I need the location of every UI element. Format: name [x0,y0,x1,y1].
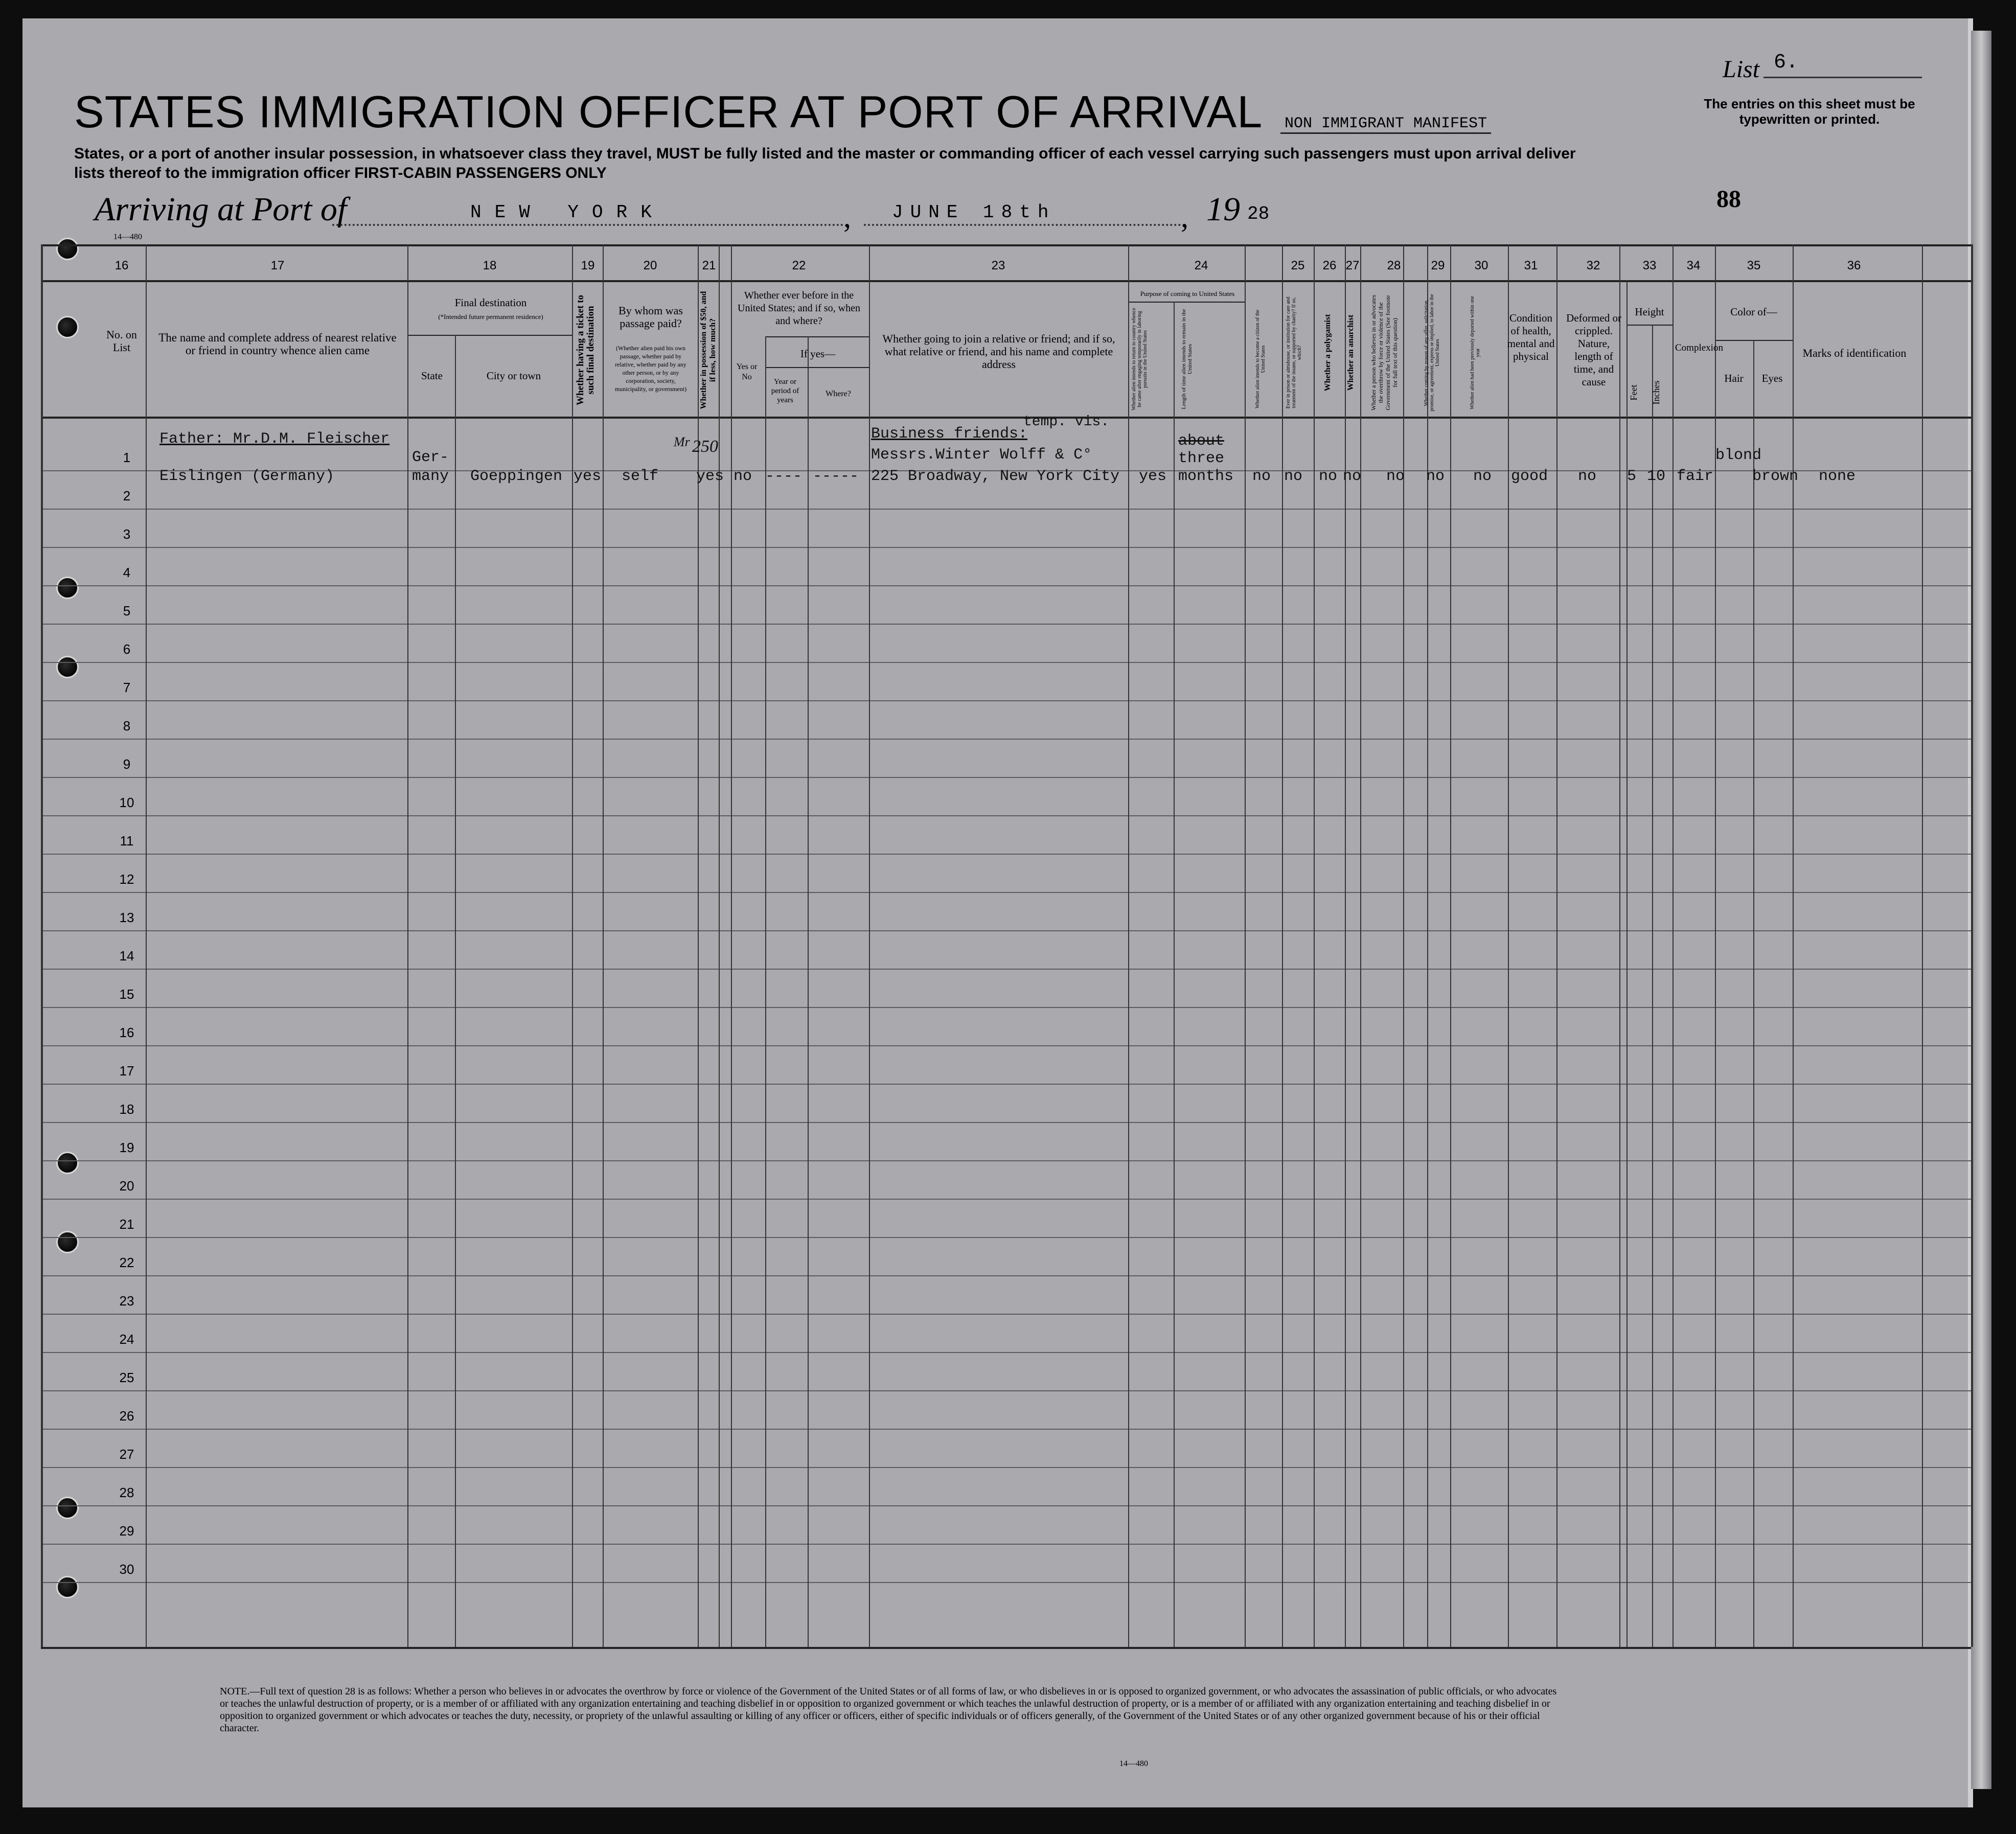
row-number: 28 [119,1485,134,1500]
row-rule [41,1314,1971,1315]
header-before-us: Whether ever before in the United States; and if so, when and where? [738,290,860,327]
header-overthrow: Whether a person who believes in or advocates the overthrow by force or violence of the Government of the United States (See footnote for full text of this question) [1370,294,1399,411]
column-rule [407,244,408,1647]
before-us-value: no [734,468,752,485]
col-number: 35 [1747,259,1761,272]
col-number: 28 [1387,259,1401,272]
column-rule [1282,244,1283,1647]
row-number: 20 [119,1178,134,1194]
header-citizen-intent: Whether alien intends to become a citizen of the United States [1255,309,1266,409]
header-city: City or town [486,370,541,382]
year-suffix: 28 [1247,203,1270,224]
row-number: 7 [123,680,131,695]
row-number: 13 [119,910,134,925]
row-number: 29 [119,1523,134,1539]
where-value: ----- [813,468,859,485]
subheader-rule [1626,325,1673,326]
header-complexion: Complexion [1675,342,1723,353]
row-rule [41,624,1971,625]
column-rule [1652,325,1653,1647]
col-number: 24 [1194,259,1208,272]
column-rule [455,335,456,1647]
comma: , [1181,200,1188,234]
column-rule [1174,302,1175,1647]
row-number: 16 [119,1025,134,1040]
header-money: Whether in possession of $50, and if less, how much? [699,291,717,409]
row-number: 23 [119,1293,134,1309]
column-rule [1360,244,1361,1647]
row-rule [41,1429,1971,1430]
row-rule [41,739,1971,740]
header-return-intent: Whether alien intends to return to country whence he came after engaging temporarily in laboring pursuits in the United States [1131,308,1148,410]
header-anarchist: Whether an anarchist [1346,314,1355,391]
subheader-rule [1129,302,1245,303]
row-rule [41,1352,1971,1353]
relative-town: Eislingen (Germany) [159,468,335,485]
row-rule [41,1275,1971,1276]
overthrow-value: no [1386,468,1405,485]
join-address: 225 Broadway, New York City [871,468,1120,485]
header-top-rule [41,244,1971,246]
port-value: NEW YORK [470,202,665,223]
column-rule [765,336,766,1647]
join-note: temp. vis. [1023,414,1110,430]
header-prison: Ever in prison or almshouse, or institution for care and treatment of the insane, or supported by charity? If so, which? [1286,296,1302,409]
header-height: Height [1635,306,1664,318]
col-number: 31 [1524,259,1538,272]
column-rule [1626,280,1628,1647]
column-rule [1673,244,1674,1647]
destination-state-1: Ger- [412,449,449,466]
col-number: 21 [702,259,716,272]
header-identification-marks: Marks of identification [1802,347,1907,359]
header-deformed: Deformed or crippled. Nature, length of time, and cause [1566,312,1621,388]
row-rule [41,1007,1971,1008]
join-name: Messrs.Winter Wolff & C° [871,446,1092,464]
money-prefix-handwritten: Mr [674,434,690,449]
column-rule [1793,244,1794,1647]
year-prefix: 19 [1206,191,1240,228]
row-number: 12 [119,872,134,887]
comma: , [843,200,851,234]
col-number: 26 [1322,259,1337,272]
col-number: 25 [1291,259,1305,272]
destination-state-2: many [412,468,449,485]
header-no-on-list: No. on List [106,328,137,354]
row-rule [41,777,1971,778]
col-number: 33 [1642,259,1657,272]
row-rule [41,1199,1971,1200]
join-relation: Business friends: [871,425,1028,443]
list-number: 6. [1774,51,1799,74]
column-rule [719,244,720,1647]
form-number-footer: 14—480 [1119,1759,1148,1768]
date-value: JUNE 18th [892,202,1056,223]
header-yes-no: Yes or No [736,362,758,381]
row-number: 22 [119,1255,134,1270]
header-labor-offer: Whether coming by reason of any offer, solicitation, promise, or agreement, express or implied, to labor in the United States [1424,294,1440,411]
prison-value: no [1284,468,1303,485]
row-number: 5 [123,603,131,618]
header-color-of: Color of— [1730,306,1777,318]
relative-name: Father: Mr.D.M. Fleischer [159,430,390,448]
length-struck: about [1178,432,1225,450]
column-rule [572,244,573,1647]
row-rule [41,585,1971,586]
col-number: 20 [643,259,657,272]
row-number: 3 [123,526,131,542]
col-number: 36 [1847,259,1861,272]
row-rule [41,1544,1971,1545]
row-rule [41,700,1971,701]
ticket-value: yes [574,468,602,485]
footnote: NOTE.—Full text of question 28 is as follows: Whether a person who believes in or advocates the overthrow by force or violence of the Government of the United States or of all forms of law, or who disbelieves in or is opposed to organized government, or who advocates the assassination of public officials, or who advocates or teaches the unlawful destruction of property, or is a member of or affiliated with any organization entertaining and teaching disbelief in or opposition to organized government or which teaches the unlawful destruction of property, or is a member of or affiliated with any organization entertaining and teaching disbelief in or opposition to organized government or which advocates or teaches the duty, necessity, or propriety of the unlawful assaulting or killing of any officer or officers, either of specific individuals or of officers generally, of the Government of the United States or of any other organized government because of his or their official character. [220,1686,1557,1734]
deformed-value: no [1578,468,1597,485]
row-rule [41,662,1971,663]
column-rule [1922,244,1923,1647]
row-number: 26 [119,1408,134,1424]
header-inches: Inches [1651,380,1661,405]
header-destination-note: (*Intended future permanent residence) [438,313,543,320]
col-number: 27 [1345,259,1360,272]
header-feet: Feet [1629,384,1639,401]
row-rule [41,509,1971,510]
header-number-rule [41,280,1971,282]
header-deported: Whether alien had been previously deported within one year [1470,296,1481,409]
labor-offer-value: no [1426,468,1445,485]
footer-rule [41,1647,1971,1649]
header-state: State [421,370,443,382]
form-number: 14—480 [113,233,142,241]
destination-city: Goeppingen [470,468,563,485]
row-rule [41,854,1971,855]
row-number: 17 [119,1063,134,1079]
row-rule [41,1237,1971,1238]
header-hair: Hair [1724,372,1744,384]
column-rule [603,244,604,1647]
row-number: 30 [119,1562,134,1577]
years-value: ---- [765,468,803,485]
col-number: 29 [1431,259,1445,272]
header-passage-paid: By whom was passage paid? [618,304,683,330]
column-rule [1971,244,1973,1647]
column-rule [869,244,870,1647]
row-number: 6 [123,641,131,657]
row-number: 14 [119,948,134,964]
row-rule [41,1390,1971,1391]
anarchist-value: no [1343,468,1362,485]
row-rule [41,1505,1971,1506]
col-number: 18 [483,259,497,272]
column-rule [1245,244,1246,1647]
deported-value: no [1473,468,1492,485]
subheader-rule [765,367,869,368]
arriving-label: Arriving at Port of [95,191,347,228]
hair-value: blond [1715,447,1762,464]
row-number: 11 [120,833,134,849]
column-rule [1427,244,1428,1647]
header-final-destination: Final destination [454,296,527,309]
eyes-value: brown [1752,468,1799,485]
row-number: 9 [123,756,131,772]
row-rule [41,815,1971,816]
col-number: 32 [1586,259,1600,272]
column-rule [1619,244,1620,1647]
polygamist-value: no [1319,468,1338,485]
column-rule [41,244,43,1647]
header-health: Condition of health, mental and physical [1507,312,1555,362]
row-number: 25 [119,1370,134,1385]
row-number: 4 [123,565,131,580]
row-rule [41,892,1971,893]
header-eyes: Eyes [1761,372,1783,384]
header-relative-address: The name and complete address of nearest relative or friend in country whence alien came [158,331,397,357]
feet-value: 5 [1627,468,1637,485]
money-amount-handwritten: 250 [692,437,718,456]
column-rule [1128,244,1129,1647]
column-rule [1556,244,1557,1647]
row-number: 18 [119,1102,134,1117]
row-rule [41,1160,1971,1161]
return-intent-value: yes [1139,468,1167,485]
header-passage-note: (Whether alien paid his own passage, whether paid by relative, whether paid by any other person, or by any corporation, society, municipality, or government) [614,345,687,393]
row-rule [41,969,1971,970]
row-rule [41,547,1971,548]
row-number: 19 [119,1140,134,1155]
column-rule [1508,244,1509,1647]
row-rule [41,930,1971,931]
inches-value: 10 [1647,468,1666,485]
row-rule [41,1045,1971,1046]
length-value-2: months [1178,468,1234,485]
column-rule [731,244,732,1647]
row-rule [41,1084,1971,1085]
typewritten-notice: The entries on this sheet must be typewritten or printed. [1704,96,1915,127]
header-where: Where? [826,389,851,398]
citizen-value: no [1252,468,1271,485]
col-number: 16 [114,259,129,272]
instructions-text: States, or a port of another insular possession, in whatsoever class they travel, MUST be fully listed and the master or commanding officer of each vessel carrying such passengers must upon arrival deliver lists thereof to the immigration officer FIRST-CABIN PASSENGERS ONLY [74,145,1576,181]
has-50-value: yes [696,468,724,485]
row-number: 24 [119,1332,134,1347]
col-number: 30 [1474,259,1488,272]
sheet-number: 88 [1716,186,1741,213]
row-number: 8 [123,718,131,733]
row-number: 2 [123,488,131,503]
list-label: List [1723,56,1760,83]
column-rule [1403,244,1404,1647]
row-number: 15 [119,987,134,1002]
header-purpose: Purpose of coming to United States [1140,290,1235,297]
column-rule [146,244,147,1647]
column-rule [1314,244,1315,1647]
row-rule [41,1467,1971,1468]
length-value-1: three [1178,450,1225,467]
header-join-relative: Whether going to join a relative or friend; and if so, what relative or friend, and his name and complete address [882,332,1115,371]
column-rule [1450,244,1451,1647]
column-rule [1345,244,1346,1647]
header-ticket: Whether having a ticket to such final destination [575,294,596,406]
manifest-type-label: NON IMMIGRANT MANIFEST [1280,115,1491,134]
header-polygamist: Whether a polygamist [1323,314,1332,392]
column-rule [808,336,809,1647]
health-value: good [1511,468,1548,485]
header-years: Year or period of years [771,378,799,404]
header-bottom-rule [41,417,1971,419]
passage-paid-value: self [622,468,659,485]
subheader-rule [765,336,869,337]
complexion-value: fair [1677,468,1714,485]
col-number: 23 [991,259,1005,272]
row-number: 1 [123,450,131,465]
col-number: 22 [792,259,806,272]
row-number: 10 [119,795,134,810]
row-rule [41,1122,1971,1123]
row-rule [41,1582,1971,1583]
marks-value: none [1819,468,1856,485]
row-number: 21 [119,1217,134,1232]
page-title: STATES IMMIGRATION OFFICER AT PORT OF ARRIVAL [74,86,1263,137]
col-number: 19 [581,259,595,272]
row-number: 27 [119,1447,134,1462]
col-number: 17 [270,259,285,272]
header-if-yes: If yes— [800,348,836,360]
header-length-of-stay: Length of time alien intends to remain in the United States [1181,309,1193,409]
col-number: 34 [1686,259,1701,272]
column-rule [1753,340,1754,1647]
subheader-rule [407,335,572,336]
